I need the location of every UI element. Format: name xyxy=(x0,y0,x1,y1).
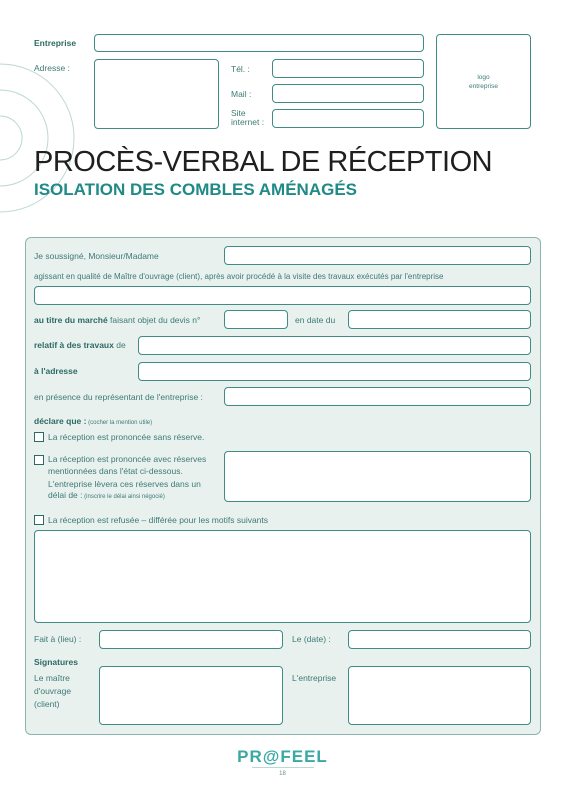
mail-label: Mail : xyxy=(231,89,252,99)
titre-marche-label: au titre du marché faisant objet du devis n° xyxy=(34,315,201,325)
tel-label: Tél. : xyxy=(231,64,250,74)
maitre-ouvrage-label-2: d'ouvrage xyxy=(34,686,72,696)
option-refusee-checkbox[interactable] xyxy=(34,515,44,525)
adresse-chantier-label: à l'adresse xyxy=(34,366,78,376)
option-avec-reserves-line2: mentionnées dans l'état ci-dessous. xyxy=(48,466,183,476)
presence-label: en présence du représentant de l'entreprise : xyxy=(34,392,203,402)
tel-field[interactable] xyxy=(272,59,424,78)
entreprise-label: Entreprise xyxy=(34,38,77,48)
signatures-label: Signatures xyxy=(34,657,78,667)
entreprise-field[interactable] xyxy=(94,34,424,52)
travaux-field[interactable] xyxy=(138,336,531,355)
nom-field[interactable] xyxy=(224,246,531,265)
signature-entreprise-field[interactable] xyxy=(348,666,531,725)
soussigne-label: Je soussigné, Monsieur/Madame xyxy=(34,251,159,261)
maitre-ouvrage-label-3: (client) xyxy=(34,699,60,709)
option-avec-reserves-line1: La réception est prononcée avec réserves xyxy=(48,454,207,464)
site-label: Site internet : xyxy=(231,108,265,127)
maitre-ouvrage-label-1: Le maître xyxy=(34,673,70,683)
brand-logo: PR@FEEL xyxy=(237,747,328,766)
motifs-textarea[interactable] xyxy=(34,530,531,623)
page-title: PROCÈS-VERBAL DE RÉCEPTION xyxy=(34,146,493,178)
option-sans-reserve-label: La réception est prononcée sans réserve. xyxy=(48,432,205,442)
option-avec-reserves-line4: délai de : (inscrire le délai ainsi négocié) xyxy=(48,490,165,500)
fait-a-label: Fait à (lieu) : xyxy=(34,634,82,644)
entreprise-nom-field[interactable] xyxy=(34,286,531,305)
devis-date-field[interactable] xyxy=(348,310,531,329)
brand-underline xyxy=(252,767,314,768)
page-subtitle: ISOLATION DES COMBLES AMÉNAGÉS xyxy=(34,180,358,199)
en-date-label: en date du xyxy=(295,315,336,325)
adresse-chantier-field[interactable] xyxy=(138,362,531,381)
le-date-label: Le (date) : xyxy=(292,634,331,644)
reserves-textarea[interactable] xyxy=(224,451,531,502)
relatif-label: relatif à des travaux de xyxy=(34,340,126,350)
agissant-label: agissant en qualité de Maître d'ouvrage (client), après avoir procédé à la visite des travaux exécutés par l'entreprise xyxy=(34,272,444,281)
signature-client-field[interactable] xyxy=(99,666,283,725)
page-number: 18 xyxy=(279,771,286,777)
logo-placeholder-text: logo entreprise xyxy=(469,73,498,90)
mail-field[interactable] xyxy=(272,84,424,103)
logo-box xyxy=(436,34,531,129)
option-refusee-label: La réception est refusée – différée pour les motifs suivants xyxy=(48,515,269,525)
date-field[interactable] xyxy=(348,630,531,649)
adresse-label: Adresse : xyxy=(34,63,70,73)
representant-field[interactable] xyxy=(224,387,531,406)
entreprise-signature-label: L'entreprise xyxy=(292,673,337,683)
option-avec-reserves-line3: L'entreprise lèvera ces réserves dans un xyxy=(48,479,201,489)
option-avec-reserves-checkbox[interactable] xyxy=(34,455,44,465)
option-sans-reserve-checkbox[interactable] xyxy=(34,432,44,442)
declare-label: déclare que : (cocher la mention utile) xyxy=(34,416,153,426)
lieu-field[interactable] xyxy=(99,630,283,649)
devis-number-field[interactable] xyxy=(224,310,288,329)
site-field[interactable] xyxy=(272,109,424,128)
adresse-field[interactable] xyxy=(94,59,219,129)
